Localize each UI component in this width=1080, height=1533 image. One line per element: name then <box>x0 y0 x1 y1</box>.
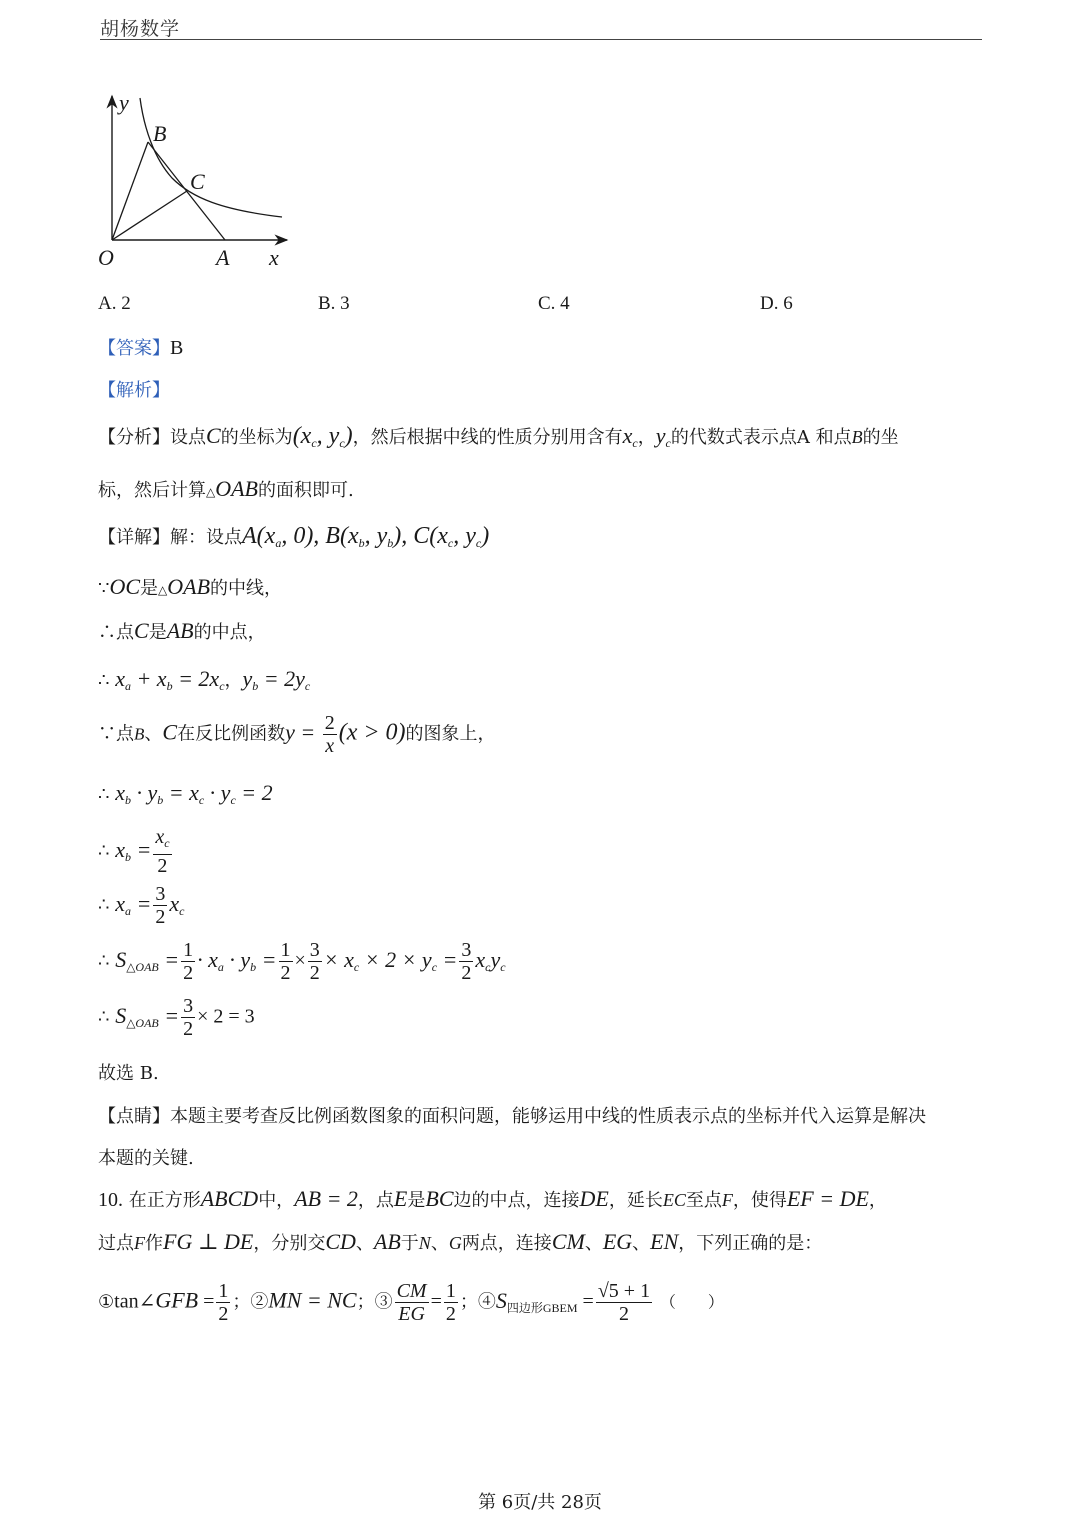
segment-oc <box>112 191 187 240</box>
label-x: x <box>269 245 279 270</box>
step-7: ∴ $x_a$ = $\frac{3}{2}$ $x_c$ <box>98 883 185 928</box>
answer-value: B <box>170 337 184 359</box>
fenxi-line-1: 【分析】设点C的坐标为($x_c$, $y_c$)，然后根据中线的性质分别用含有$x_c$，$y_c$的代数式表示点A 和点B的坐 <box>98 423 899 450</box>
answer-line <box>98 334 183 360</box>
fenxi-line-2: 标，然后计算△OAB的面积即可. <box>98 476 354 501</box>
label-c: C <box>190 169 205 194</box>
page-footer: 第 6页/共 28页 <box>478 1492 602 1513</box>
option-c: C. 4 <box>538 293 570 314</box>
option-a: A. 2 <box>98 293 131 314</box>
label-y: y <box>119 90 129 115</box>
q10-options: ①tan∠GFB = $\frac{1}{2}$ ；②MN = NC；③ $\frac{CM}{EG}$ = $\frac{1}{2}$ ；$④S_{四边形GBEM}$ = $\frac{√5 + 1}{2}$ （ ） <box>98 1280 724 1325</box>
q10-line-1: 10. 在正方形ABCD中，AB = 2，点E是BC边的中点，连接DE，延长EC至点F，使得EF = DE， <box>98 1186 887 1211</box>
header-rule <box>100 39 982 40</box>
dianjing-line-2: 本题的关键. <box>98 1148 194 1169</box>
hyperbola-curve <box>140 98 282 217</box>
step-6: ∴ $x_b$ = $\frac{x_c}{2}$ <box>98 826 170 877</box>
step-1: ∵OC是△OAB的中线， <box>98 574 283 599</box>
label-b: B <box>153 121 167 146</box>
step-2: ∴点C是AB的中点， <box>98 618 266 643</box>
segment-ob <box>112 142 148 240</box>
q10-line-2: 过点F作FG ⊥ DE，分别交CD、AB于N、G两点，连接CM、EG、EN，下列正确的是： <box>98 1229 823 1254</box>
step-5: ∴ $x_b \cdot y_b = x_c \cdot y_c = 2$ <box>98 780 273 807</box>
hyperbola-figure <box>92 88 302 278</box>
option-d: D. 6 <box>760 293 793 314</box>
step-3: ∴ $x_a + x_b = 2x_c$，$y_b = 2y_c$ <box>98 666 311 693</box>
label-a: A <box>216 245 230 270</box>
answer-tag: 【答案】 <box>98 338 170 359</box>
step-4: ∵点B、C在反比例函数y = $\frac{2}{x}$ (x > 0)的图象上， <box>98 712 496 757</box>
option-b: B. 3 <box>318 293 350 314</box>
step-8: ∴ $S_{\triangle OAB}$ = $\frac{1}{2}$ · $x_a \cdot y_b$ = $\frac{1}{2}$ × $\frac{3}{2}$ × $x_c \times 2 \times y_c$ = $\frac{3}{2}$ $x_cy_c$ <box>98 939 506 984</box>
analysis-tag: 【解析】 <box>98 380 170 401</box>
label-o: O <box>98 245 114 270</box>
step-9: ∴ $S_{\triangle OAB}$ = $\frac{3}{2}$ × 2 = 3 <box>98 995 255 1040</box>
dianjing-line-1: 【点睛】本题主要考查反比例函数图象的面积问题，能够运用中线的性质表示点的坐标并代入运算是解决 <box>98 1106 926 1127</box>
detail-line: 【详解】解：设点$A(x_a$, 0), $B(x_b$, $y_b$), $C(x_c$, $y_c$) <box>98 523 490 550</box>
conclusion: 故选 B. <box>98 1063 159 1084</box>
page-header: 胡杨数学 <box>100 18 181 40</box>
